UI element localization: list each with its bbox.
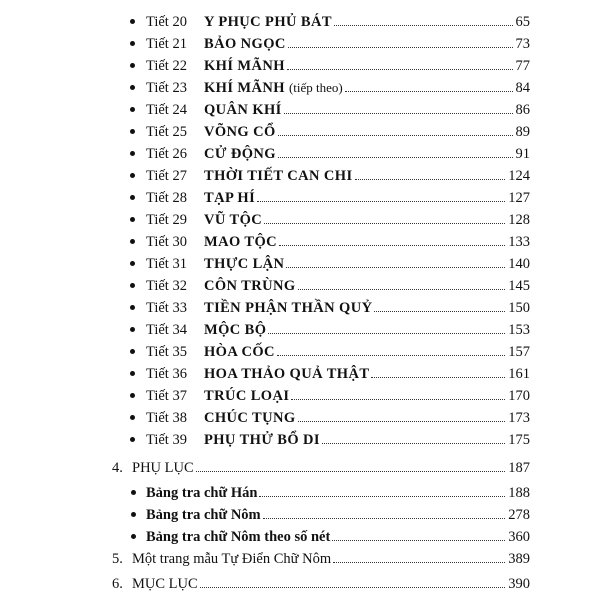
entry-label: Tiết 28 (146, 190, 187, 206)
section-number: 4. (112, 460, 123, 476)
entry-label: Tiết 36 (146, 366, 187, 382)
bullet-icon (130, 85, 135, 90)
bullet-icon (130, 107, 135, 112)
entry-label: Tiết 38 (146, 410, 187, 426)
entry-page: 170 (508, 388, 530, 404)
toc-entry[interactable] (146, 54, 530, 74)
entry-page: 65 (515, 14, 530, 30)
dot-leader (278, 157, 513, 158)
toc-entry[interactable] (146, 406, 530, 426)
entry-label: Tiết 33 (146, 300, 187, 316)
bullet-icon (130, 195, 135, 200)
bullet-icon (130, 173, 135, 178)
entry-suffix: (tiếp theo) (288, 80, 343, 95)
section-number: 6. (112, 576, 123, 592)
dot-leader (196, 471, 506, 472)
dot-leader (286, 267, 505, 268)
entry-title: CÔN TRÙNG (204, 278, 296, 294)
entry-page: 140 (508, 256, 530, 272)
dot-leader (298, 289, 506, 290)
entry-page: 91 (515, 146, 530, 162)
toc-entry[interactable] (146, 98, 530, 118)
entry-title: BẢO NGỌC (204, 36, 286, 52)
toc-subentry[interactable] (146, 503, 530, 523)
toc-entry[interactable] (146, 208, 530, 228)
dot-leader (263, 518, 506, 519)
bullet-icon (131, 512, 136, 517)
entry-page: 73 (515, 36, 530, 52)
entry-title: KHÍ MÃNH (204, 80, 285, 96)
entry-label: Tiết 32 (146, 278, 187, 294)
bullet-icon (130, 19, 135, 24)
entry-page: 133 (508, 234, 530, 250)
entry-label: Tiết 21 (146, 36, 187, 52)
dot-leader (298, 421, 506, 422)
dot-leader (279, 245, 505, 246)
bullet-icon (130, 129, 135, 134)
entry-title: CỬ ĐỘNG (204, 146, 276, 162)
entry-title: HOA THẢO QUẢ THẬT (204, 366, 370, 382)
toc-subentry[interactable] (146, 525, 530, 545)
toc-entry[interactable] (146, 274, 530, 294)
toc-section[interactable] (112, 547, 530, 567)
entry-title: HÒA CỐC (204, 344, 275, 360)
entry-label: Tiết 29 (146, 212, 187, 228)
entry-page: 77 (515, 58, 530, 74)
toc-entry[interactable] (146, 340, 530, 360)
entry-title: QUÂN KHÍ (204, 102, 282, 118)
subentry-title: Bảng tra chữ Nôm (146, 507, 261, 523)
entry-page: 84 (515, 80, 530, 96)
bullet-icon (130, 327, 135, 332)
entry-label: Tiết 37 (146, 388, 187, 404)
bullet-icon (130, 393, 135, 398)
entry-page: 150 (508, 300, 530, 316)
dot-leader (291, 399, 505, 400)
entry-label: Tiết 26 (146, 146, 187, 162)
entry-title: VÕNG CỔ (204, 124, 276, 140)
toc-entry[interactable] (146, 296, 530, 316)
entry-label: Tiết 23 (146, 80, 187, 96)
entry-label: Tiết 24 (146, 102, 187, 118)
entry-page: 89 (515, 124, 530, 140)
entry-page: 145 (508, 278, 530, 294)
dot-leader (200, 587, 506, 588)
toc-section[interactable] (112, 572, 530, 592)
dot-leader (334, 25, 513, 26)
toc-entry[interactable] (146, 10, 530, 30)
entry-title: TIỀN PHẬN THẦN QUỶ (204, 300, 373, 316)
entry-label: Tiết 27 (146, 168, 187, 184)
bullet-icon (131, 534, 136, 539)
section-title: Một trang mẫu Tự Điển Chữ Nôm (132, 551, 332, 567)
bullet-icon (130, 41, 135, 46)
entry-title: VŨ TỘC (204, 212, 263, 228)
entry-label: Tiết 25 (146, 124, 187, 140)
entry-title: THỰC LẬN (204, 256, 285, 272)
entry-page: 161 (508, 366, 530, 382)
entry-title: MỘC BỘ (204, 322, 267, 338)
bullet-icon (131, 490, 136, 495)
bullet-icon (130, 63, 135, 68)
bullet-icon (130, 349, 135, 354)
entry-label: Tiết 39 (146, 432, 187, 448)
bullet-icon (130, 371, 135, 376)
dot-leader (257, 201, 505, 202)
entry-page: 157 (508, 344, 530, 360)
toc-entry[interactable] (146, 362, 530, 382)
entry-label: Tiết 22 (146, 58, 187, 74)
dot-leader (374, 311, 505, 312)
dot-leader (259, 496, 505, 497)
toc-entry[interactable] (146, 32, 530, 52)
entry-label: Tiết 34 (146, 322, 187, 338)
bullet-icon (130, 437, 135, 442)
bullet-icon (130, 415, 135, 420)
entry-page: 127 (508, 190, 530, 206)
subentry-page: 278 (508, 507, 530, 523)
bullet-icon (130, 283, 135, 288)
dot-leader (277, 355, 505, 356)
entry-title: PHỤ THỬ BỔ DI (204, 432, 320, 448)
toc-entry[interactable] (146, 76, 530, 96)
subentry-title: Bảng tra chữ Hán (146, 485, 258, 501)
toc-entry[interactable] (146, 428, 530, 448)
entry-label: Tiết 35 (146, 344, 187, 360)
bullet-icon (130, 305, 135, 310)
entry-title: TẠP HÍ (204, 190, 256, 206)
toc-entry[interactable] (146, 142, 530, 162)
dot-leader (322, 443, 505, 444)
section-title: PHỤ LỤC (132, 460, 194, 476)
dot-leader (268, 333, 505, 334)
entry-label: Tiết 30 (146, 234, 187, 250)
entry-label: Tiết 20 (146, 14, 187, 30)
dot-leader (333, 562, 505, 563)
toc-entry[interactable] (146, 318, 530, 338)
entry-page: 124 (508, 168, 530, 184)
section-page: 187 (508, 460, 530, 476)
entry-title: KHÍ MÃNH (204, 58, 285, 74)
dot-leader (284, 113, 513, 114)
dot-leader (278, 135, 513, 136)
entry-page: 173 (508, 410, 530, 426)
entry-title: THỜI TIẾT CAN CHI (204, 168, 353, 184)
subentry-page: 360 (508, 529, 530, 545)
bullet-icon (130, 239, 135, 244)
bullet-icon (130, 151, 135, 156)
dot-leader (287, 69, 513, 70)
entry-page: 175 (508, 432, 530, 448)
entry-title: TRÚC LOẠI (204, 388, 290, 404)
section-title: MỤC LỤC (132, 576, 198, 592)
dot-leader (264, 223, 505, 224)
dot-leader (371, 377, 505, 378)
entry-page: 153 (508, 322, 530, 338)
entry-title: Y PHỤC PHỦ BÁT (204, 14, 332, 30)
section-page: 390 (508, 576, 530, 592)
section-page: 389 (508, 551, 530, 567)
toc-subentry[interactable] (146, 481, 530, 501)
dot-leader (332, 540, 505, 541)
bullet-icon (130, 217, 135, 222)
toc-entry[interactable] (146, 164, 530, 184)
section-number: 5. (112, 551, 123, 567)
toc-section[interactable] (112, 456, 530, 476)
entry-label: Tiết 31 (146, 256, 187, 272)
entry-title: CHÚC TỤNG (204, 410, 296, 426)
toc-entry[interactable] (146, 186, 530, 206)
dot-leader (288, 47, 513, 48)
toc-entry[interactable] (146, 252, 530, 272)
toc-entry[interactable] (146, 384, 530, 404)
entry-page: 128 (508, 212, 530, 228)
subentry-title: Bảng tra chữ Nôm theo số nét (146, 529, 331, 545)
toc-entry[interactable] (146, 120, 530, 140)
entry-title: MAO TỘC (204, 234, 278, 250)
dot-leader (355, 179, 506, 180)
dot-leader (345, 91, 513, 92)
entry-page: 86 (515, 102, 530, 118)
subentry-page: 188 (508, 485, 530, 501)
toc-entry[interactable] (146, 230, 530, 250)
bullet-icon (130, 261, 135, 266)
